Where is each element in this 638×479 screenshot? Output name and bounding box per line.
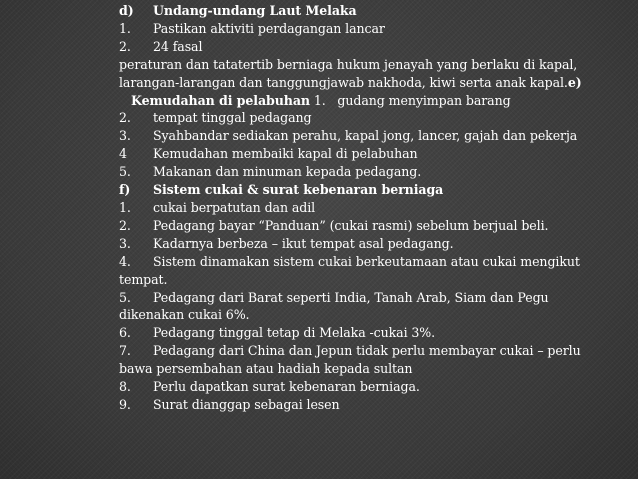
item-number: 3. <box>119 128 131 144</box>
heading-d <box>119 2 589 20</box>
item-text: Pastikan aktiviti perdagangan lancar <box>153 20 385 36</box>
item-text: Sistem dinamakan sistem cukai berkeutamaan atau cukai mengikut tempat. <box>119 253 580 287</box>
paragraph-text: peraturan dan tatatertib berniaga hukum jenayah yang berlaku di kapal, larangan-larangan dan tanggungjawab nakhoda, kiwi serta anak kapal. <box>119 56 578 90</box>
list-item <box>119 199 589 217</box>
item-number: 1. <box>119 20 131 36</box>
heading-text: Kemudahan di pelabuhan <box>131 92 310 108</box>
list-item <box>119 235 589 253</box>
item-text: Perlu dapatkan surat kebenaran berniaga. <box>153 379 420 395</box>
list-item <box>119 109 589 127</box>
list-item <box>119 145 589 163</box>
item-number: 8. <box>119 379 131 395</box>
item-text: Pedagang dari Barat seperti India, Tanah Arab, Siam dan Pegu dikenakan cukai 6%. <box>119 289 549 323</box>
item-text: 24 fasal <box>153 38 203 54</box>
list-item <box>119 342 589 378</box>
item-number: 4. <box>119 253 131 269</box>
item-text: Syahbandar sediakan perahu, kapal jong, lancer, gajah dan pekerja <box>153 128 578 144</box>
item-number: 3. <box>119 235 131 251</box>
paragraph <box>119 57 582 108</box>
item-number: 9. <box>119 396 131 412</box>
heading-text: Sistem cukai & surat kebenaran berniaga <box>153 182 444 198</box>
heading-text: Undang-undang Laut Melaka <box>153 3 357 18</box>
item-text: Surat dianggap sebagai lesen <box>153 396 340 412</box>
heading-f <box>119 181 589 199</box>
item-number: 5. <box>119 164 131 180</box>
heading-marker: e) <box>567 74 582 90</box>
list-item <box>119 20 589 38</box>
item-text: tempat tinggal pedagang <box>153 110 312 126</box>
item-number: 2. <box>119 217 131 233</box>
heading-marker: d) <box>119 3 134 18</box>
list-item <box>119 378 589 396</box>
item-text: Pedagang dari China dan Jepun tidak perlu membayar cukai – perlu bawa persembahan atau hadiah kepada sultan <box>119 343 581 377</box>
item-number: 5. <box>119 289 131 305</box>
item-number: 6. <box>119 325 131 341</box>
list-item <box>119 163 589 181</box>
item-text: Kadarnya berbeza – ikut tempat asal pedagang. <box>153 235 454 251</box>
slide-body <box>119 2 589 414</box>
list-item <box>119 253 589 289</box>
item-text: Makanan dan minuman kepada pedagang. <box>153 164 422 180</box>
item-text: cukai berpatutan dan adil <box>153 199 316 215</box>
item-number: 7. <box>119 343 131 359</box>
heading-marker: f) <box>119 182 131 198</box>
item-number: 2. <box>119 110 131 126</box>
item-text: Kemudahan membaiki kapal di pelabuhan <box>153 146 418 162</box>
item-number: 2. <box>119 38 131 54</box>
item-text: 1. gudang menyimpan barang <box>313 92 511 108</box>
list-item <box>119 289 589 325</box>
list-item <box>119 324 589 342</box>
list-item <box>119 396 589 414</box>
item-number: 1. <box>119 199 131 215</box>
item-text: Pedagang tinggal tetap di Melaka -cukai 3%. <box>153 325 436 341</box>
list-item <box>119 38 589 56</box>
item-number: 4 <box>119 146 127 162</box>
list-item <box>119 127 589 145</box>
list-item <box>119 217 589 235</box>
item-text: Pedagang bayar “Panduan” (cukai rasmi) sebelum berjual beli. <box>153 217 549 233</box>
